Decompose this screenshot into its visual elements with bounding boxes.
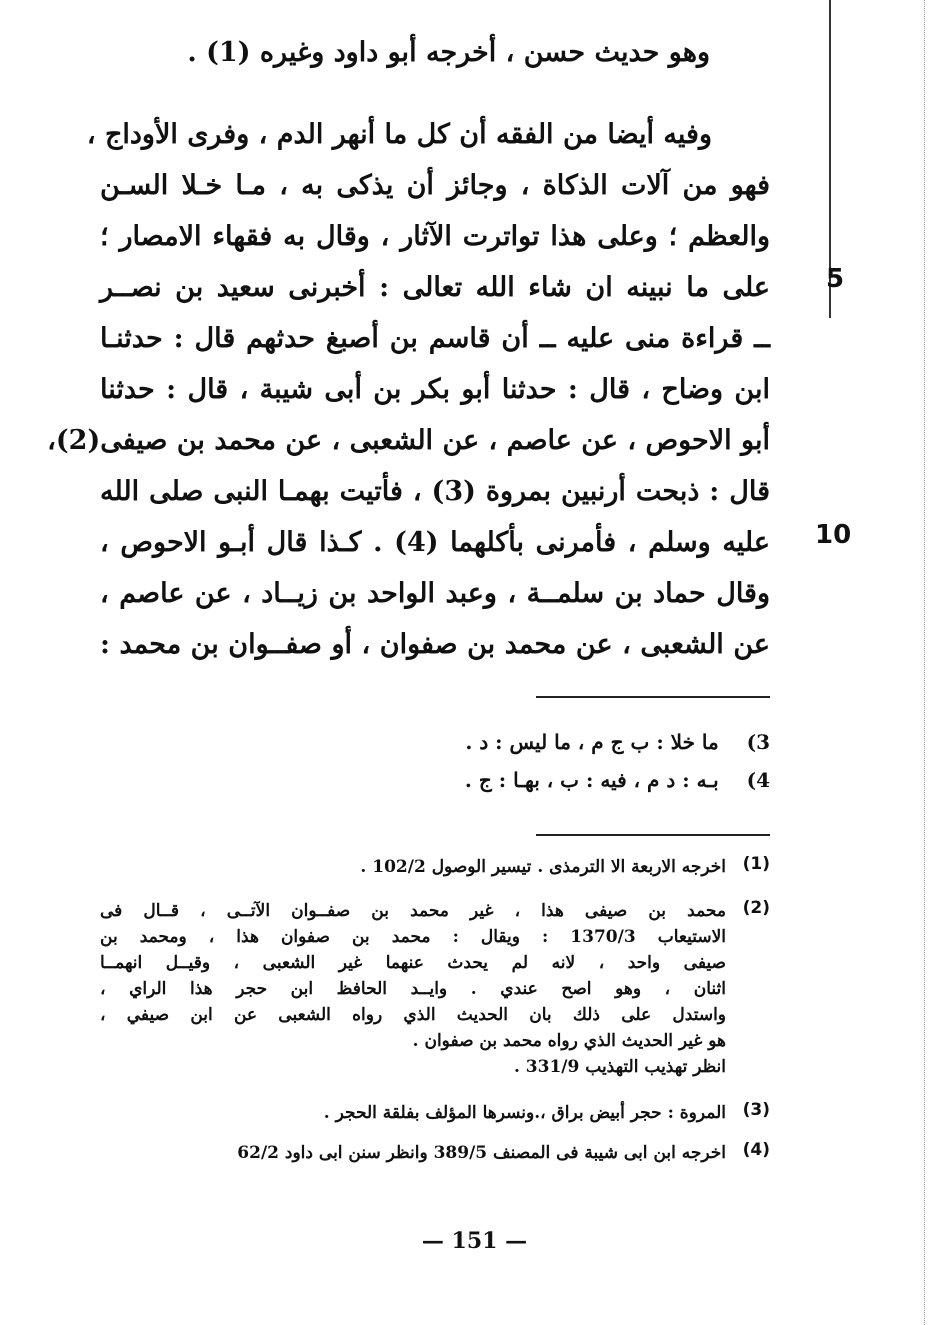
variant-text: ما خلا : ب ج م ، ما ليس : د . [465,730,719,754]
footnote-number: (2) [742,898,770,918]
footnote-line: هو غير الحديث الذي رواه محمد بن صفوان . [412,1031,726,1051]
footnote [100,1138,770,1168]
footnote-line: المروة : حجر أبيض براق ،.ونسرها المؤلف بفلقة الحجر . [323,1103,726,1123]
footnote-number: (1) [742,854,770,874]
variant-number: 3) [746,730,770,754]
main-text [47,28,770,668]
text-line: أبو الاحوص ، عن عاصم ، عن الشعبى ، عن محمد بن صيفى(2)، [47,425,770,456]
variant-item [465,762,770,798]
text-line: فهو من آلات الذكاة ، وجائز أن يذكى به ، مـا خـلا السـن [100,170,770,201]
separator-line [536,696,770,698]
footnote-number: (3) [742,1100,770,1120]
text-line: ــ قراءة منى عليه ــ أن قاسم بن أصبغ حدثهم قال : حدثنـا [100,323,770,354]
text-line: وهو حديث حسن ، أخرجه أبو داود وغيره (1) . [187,37,710,68]
page-number: — 151 — [421,1228,528,1254]
footnote-line: واستدل على ذلك بان الحديث الذي رواه الشعبى عن ابن صيفي ، [100,1005,726,1025]
line-number-10: 10 [815,520,852,550]
text-line: ابن وضاح ، قال : حدثنا أبو بكر بن أبى شيبة ، قال : حدثنا [100,374,770,405]
footnote [100,896,770,1086]
page-edge [924,0,925,1325]
variant-number: 4) [746,768,770,792]
footnotes [100,852,770,1172]
separator-line [536,834,770,836]
text-line: عليه وسلم ، فأمرنى بأكلهما (4) . كـذا قال أبـو الاحوص ، [100,527,770,558]
text-line: على ما نبينه ان شاء الله تعالى : أخبرنى سعيد بن نصــر [100,272,770,303]
footnote-line: صيفى واحد ، لانه لم يحدث عنهما غير الشعبى ، وقيــل انهمــا [100,953,726,973]
text-line: عن الشعبى ، عن محمد بن صفوان ، أو صفــوان بن محمد : [100,629,770,660]
footnote [100,1098,770,1128]
footnote-line: اثنان ، وهو اصح عندي . وايــد الحافظ ابن حجر هذا الراي ، [100,979,726,999]
text-line: قال : ذبحت أرنبين بمروة (3) ، فأتيت بهمـا النبى صلى الله [100,476,770,507]
footnote-line: اخرجه ابن ابى شيبة فى المصنف 389/5 وانظر سنن ابى داود 62/2 [237,1143,726,1163]
variant-readings [100,724,770,804]
text-line: والعظم ؛ وعلى هذا تواترت الآثار ، وقال به فقهاء الامصار ؛ [100,221,770,252]
footnote-number: (4) [742,1140,770,1160]
footnote-line: اخرجه الاربعة الا الترمذى . تيسير الوصول 102/2 . [360,857,726,877]
footnote-line: محمد بن صيفى هذا ، غير محمد بن صفــوان الآتــى ، قــال فى [100,901,726,921]
footnote-line: الاستيعاب 1370/3 : ويقال : محمد بن صفوان هذا ، ومحمد بن [100,927,726,947]
variant-item [465,724,770,760]
footnote-line: انظر تهذيب التهذيب 331/9 . [513,1057,726,1077]
text-line: وقال حماد بن سلمــة ، وعبد الواحد بن زيــاد ، عن عاصم ، [100,578,770,609]
text-line: وفيه أيضا من الفقه أن كل ما أنهر الدم ، وفرى الأوداج ، [86,119,712,150]
variant-text: بـه : د م ، فيه : ب ، بهـا : ج . [464,768,719,792]
line-number-5: 5 [826,264,845,294]
footnote [100,852,770,882]
